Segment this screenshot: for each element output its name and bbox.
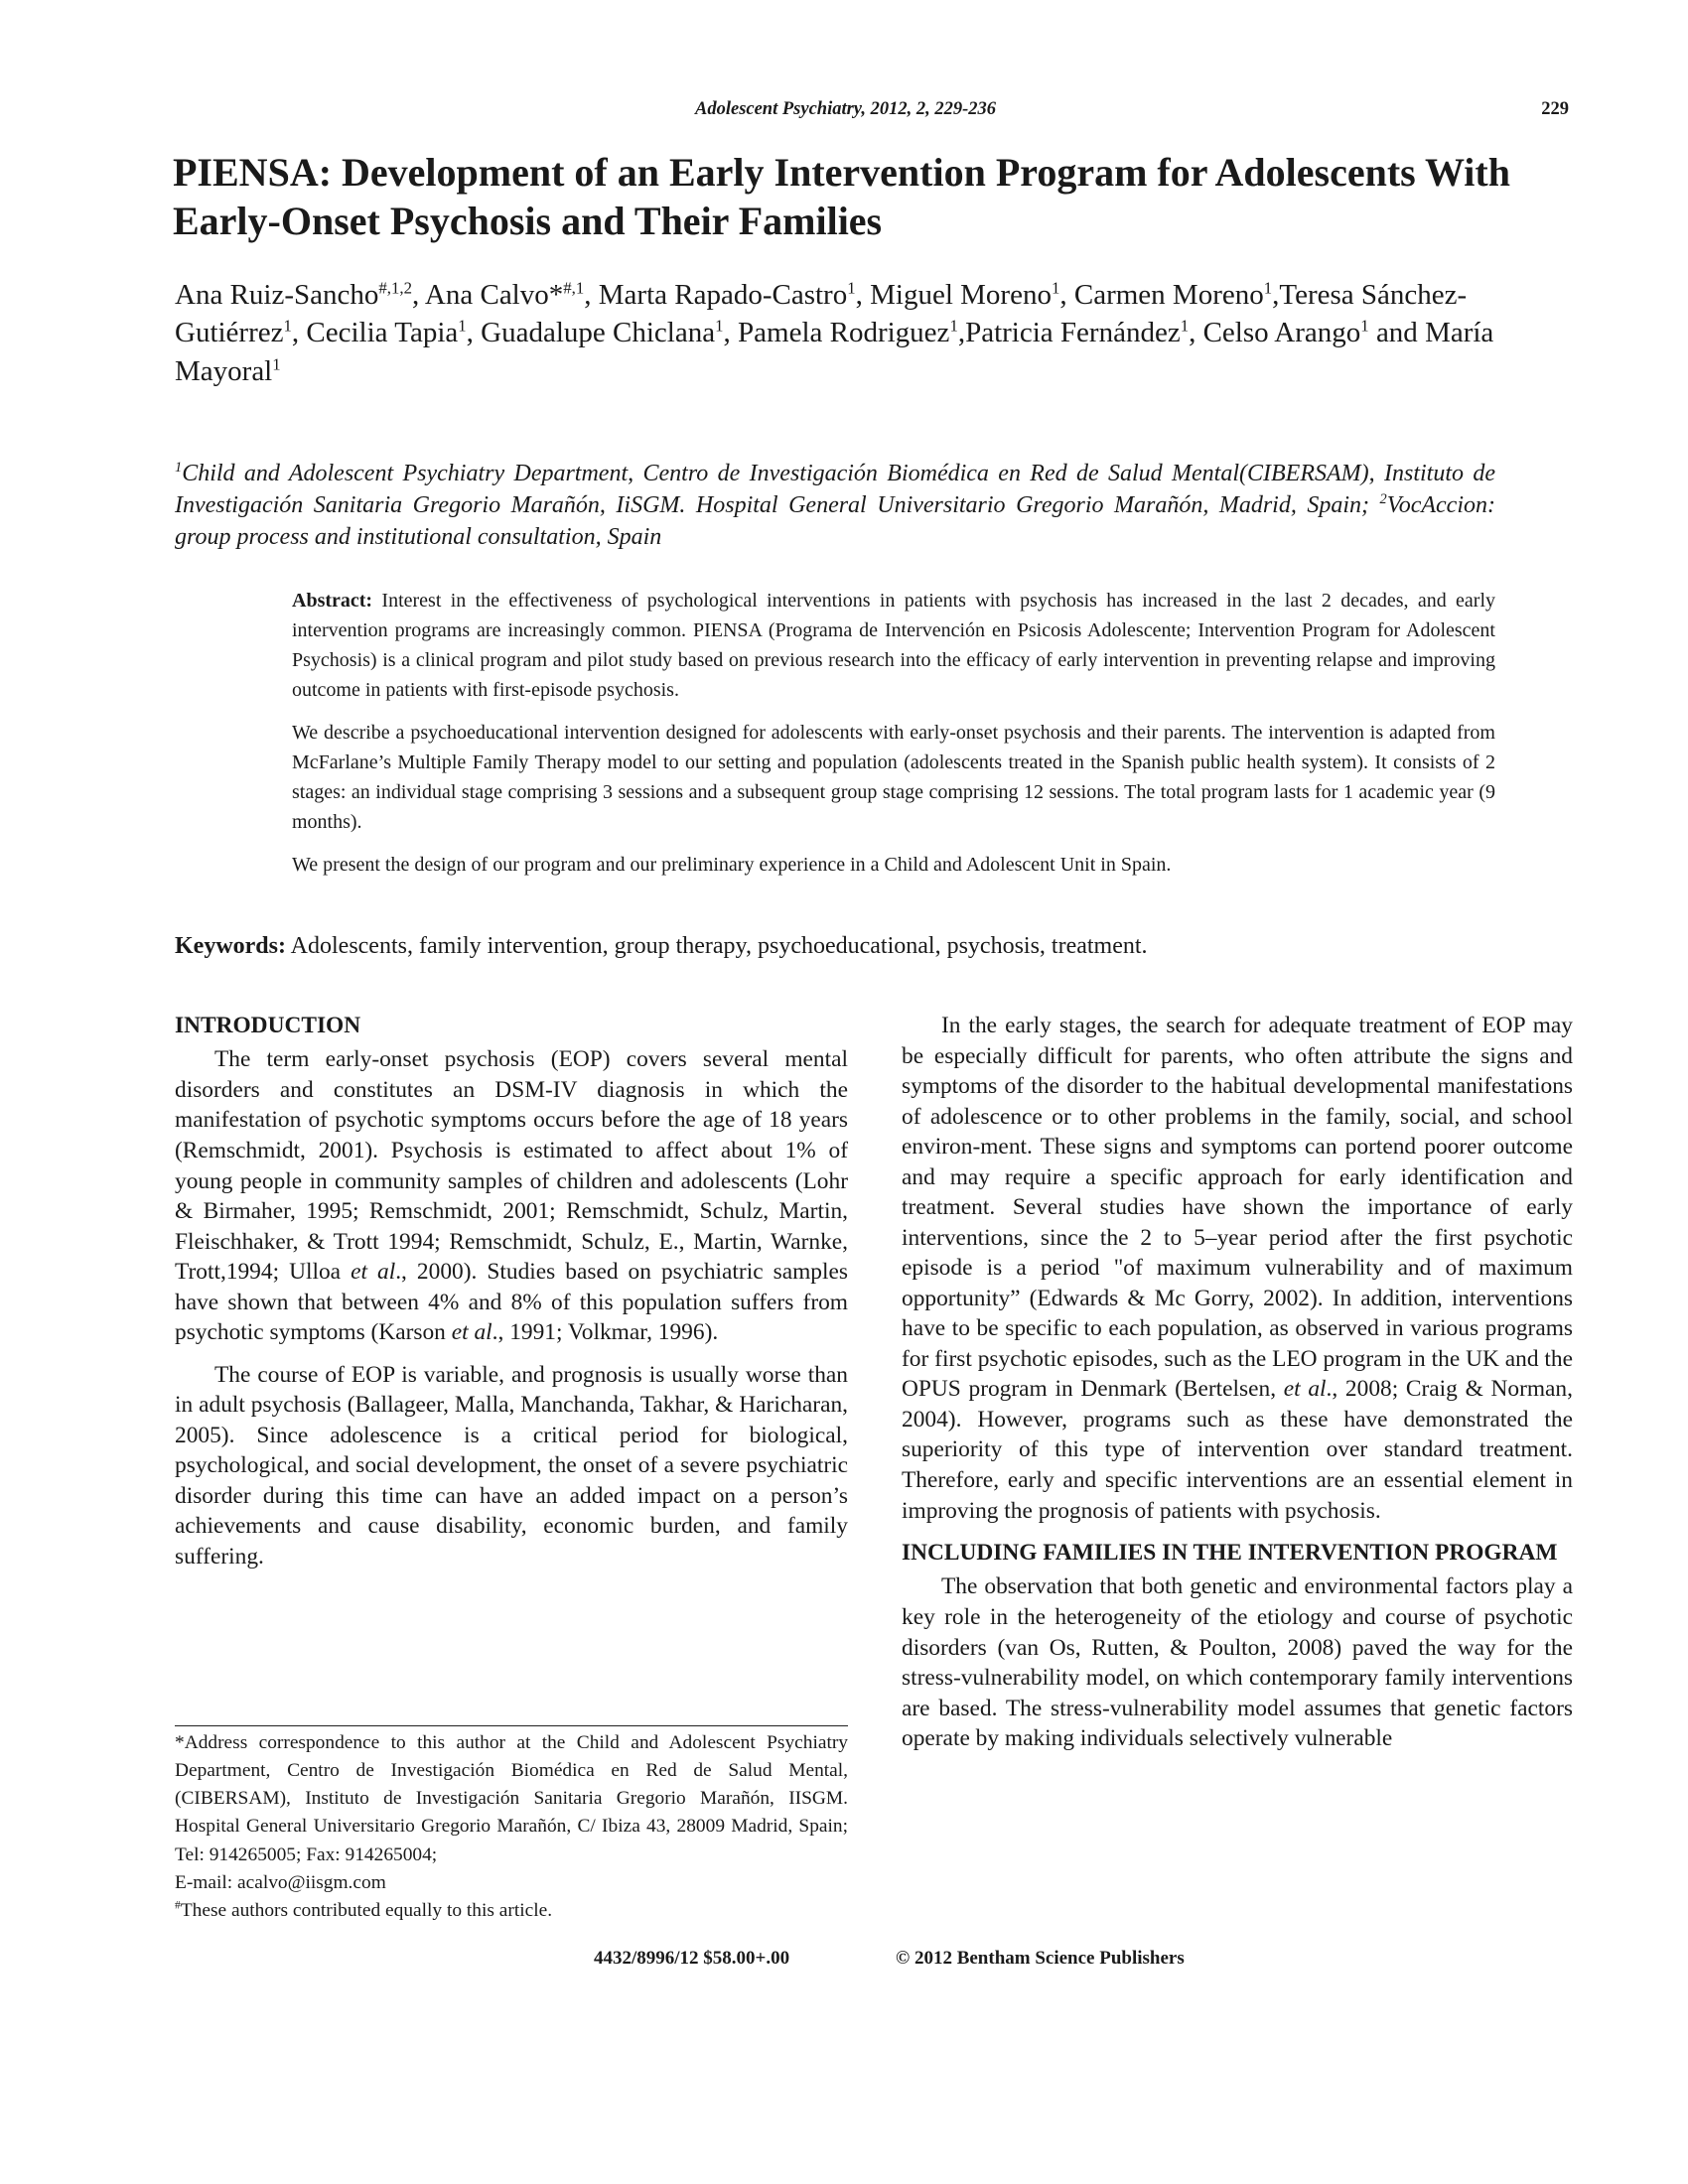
author-separator: , — [412, 279, 425, 311]
author-separator: , — [723, 317, 739, 349]
author-separator: , — [466, 317, 482, 349]
author-separator: , — [1272, 279, 1280, 311]
right-paragraph-1 — [902, 1011, 1573, 1526]
keywords — [175, 933, 1585, 960]
equal-contribution-marker: # — [175, 1898, 181, 1912]
author-affiliation-marker: 1 — [949, 316, 958, 336]
author-name: Guadalupe Chiclana — [481, 317, 716, 349]
author-separator: , — [855, 279, 871, 311]
author-affiliation-marker: #,1,2 — [378, 278, 412, 298]
author-name: Miguel Moreno — [870, 279, 1052, 311]
equal-contribution-text: These authors contributed equally to this article. — [180, 1899, 553, 1921]
author-name: Cecilia Tapia — [306, 317, 459, 349]
intro-text-1b: ., 2000). Studies based on psychiatric samples have shown that between 4% and 8% of this population suffers from psychotic symptoms (Karson — [175, 1259, 848, 1346]
footnote — [175, 1729, 848, 1925]
author-affiliation-marker: #,1 — [563, 278, 585, 298]
left-column — [175, 1011, 848, 1583]
correspondence-email: E-mail: acalvo@iisgm.com — [175, 1871, 386, 1893]
author-affiliation-marker: 1 — [1051, 278, 1060, 298]
author-affiliation-marker: 1 — [283, 316, 292, 336]
running-head — [169, 99, 1569, 129]
author-name: Patricia Fernández — [965, 317, 1181, 349]
keywords-text: Adolescents, family intervention, group therapy, psychoeducational, psychosis, treatment. — [285, 933, 1148, 959]
right-column — [902, 1011, 1573, 1766]
affiliation-1: Child and Adolescent Psychiatry Department, Centro de Investigación Biomédica en Red de Salud Mental(CIBERSAM), Instituto de Investigación Sanitaria Gregorio Marañón, IiSGM. Hospital General Universitario Gregorio Marañón, Madrid, Spain; — [175, 461, 1495, 518]
author-affiliation-marker: 1 — [715, 316, 724, 336]
affiliations — [175, 459, 1495, 554]
abstract-label: Abstract: — [292, 590, 373, 612]
right-text-1a: In the early stages, the search for adequate treatment of EOP may be especially difficult for parents, who often attribute the signs and symptoms of the disorder to the habitual developmental manifestations of adolescence or to other problems in the family, social, and school environ-ment. These signs and symptoms can portend poorer outcome and may require a specific approach for early identification and treatment. Several studies have shown the importance of early interventions, since the 2 to 5–year period after the first psychotic episode is a period "of maximum vulnerability and of maximum opportunity” (Edwards & Mc Gorry, 2002). In addition, interventions have to be specific to each population, as observed in various programs for first psychotic episodes, such as the LEO program in the UK and the OPUS program in Denmark (Bertelsen, — [902, 1013, 1573, 1403]
intro-paragraph-1 — [175, 1044, 848, 1347]
affiliation-marker-1: 1 — [175, 460, 183, 476]
introduction-heading: INTRODUCTION — [175, 1013, 361, 1038]
equal-contribution-note — [175, 1897, 848, 1925]
families-heading: INCLUDING FAMILIES IN THE INTERVENTION PROGRAM — [902, 1540, 1558, 1567]
author-name: Celso Arango — [1202, 317, 1361, 349]
abstract-paragraph-1 — [292, 586, 1495, 705]
author-affiliation-marker: 1 — [458, 316, 467, 336]
footer-code: 4432/8996/12 $58.00+.00 — [594, 1948, 790, 1969]
author-separator: , — [957, 317, 966, 349]
author-name: María Mayoral — [175, 317, 1494, 387]
author-name: Teresa Sánchez-Gutiérrez — [175, 279, 1468, 349]
author-separator: , — [291, 317, 307, 349]
author-separator: , — [1189, 317, 1203, 349]
author-affiliation-marker: 1 — [1263, 278, 1273, 298]
author-affiliation-marker: 1 — [272, 353, 281, 373]
page-number: 229 — [1541, 99, 1569, 119]
abstract — [292, 586, 1495, 892]
author-name: Ana Calvo* — [424, 279, 564, 311]
author-separator: and — [1368, 317, 1426, 349]
correspondence-note: *Address correspondence to this author at the Child and Adolescent Psychiatry Department, Centro de Investigación Biomédica en Red de Salud Mental, (CIBERSAM), Instituto de Investigación Sanitaria Gregorio Marañón, IISGM. Hospital General Universitario Gregorio Marañón, C/ Ibiza 43, 28009 Madrid, Spain; Tel: 914265005; Fax: 914265004; — [175, 1732, 848, 1865]
abstract-paragraph-2: We describe a psychoeducational intervention designed for adolescents with early-onset psychosis and their parents. The intervention is adapted from McFarlane’s Multiple Family Therapy model to our setting and population (adolescents treated in the Spanish public health system). It consists of 2 stages: an individual stage comprising 3 sessions and a subsequent group stage comprising 12 sessions. The total program lasts for 1 academic year (9 months). — [292, 722, 1495, 833]
intro-etal-1: et al — [351, 1259, 396, 1286]
right-paragraph-2: The observation that both genetic and environmental factors play a key role in the heterogeneity of the etiology and course of psychotic disorders (van Os, Rutten, & Poulton, 2008) paved the way for the stress-vulnerability model, on which contemporary family interventions are based. The stress-vulnerability model assumes that genetic factors operate by making individuals selectively vulnerable — [902, 1573, 1573, 1752]
right-text-1b: ., 2008; Craig & Norman, 2004). However, programs such as these have demonstrated the superiority of this type of intervention over standard treatment. Therefore, early and specific interventions are an essential element in improving the prognosis of patients with psychosis. — [902, 1376, 1573, 1524]
article-title: PIENSA: Development of an Early Intervention Program for Adolescents With Early-Onset Psychosis and Their Families — [173, 150, 1510, 243]
journal-citation: Adolescent Psychiatry, 2012, 2, 229-236 — [695, 99, 996, 119]
author-affiliation-marker: 1 — [1180, 316, 1190, 336]
abstract-paragraph-3: We present the design of our program and our preliminary experience in a Child and Adolescent Unit in Spain. — [292, 854, 1172, 876]
author-name: Pamela Rodriguez — [738, 317, 950, 349]
abstract-text-1: Interest in the effectiveness of psychological interventions in patients with psychosis has increased in the last 2 decades, and early intervention programs are increasingly common. PIENSA (Programa de Intervención en Psicosis Adolescente; Intervention Program for Adolescent Psychosis) is a clinical program and pilot study based on previous research into the efficacy of early intervention in preventing relapse and improving outcome in patients with first-episode psychosis. — [292, 590, 1495, 701]
footer-copyright: © 2012 Bentham Science Publishers — [896, 1948, 1185, 1969]
affiliation-2: VocAccion: group process and institutional consultation, Spain — [175, 491, 1495, 550]
author-name: Marta Rapado-Castro — [598, 279, 848, 311]
footnote-rule — [175, 1725, 848, 1726]
author-separator: , — [1059, 279, 1074, 311]
author-affiliation-marker: 1 — [1360, 316, 1369, 336]
intro-paragraph-2: The course of EOP is variable, and prognosis is usually worse than in adult psychosis (Ballageer, Malla, Manchanda, Takhar, & Haricharan, 2005). Since adolescence is a critical period for biological, psychological, and social development, the onset of a severe psychiatric disorder during this time can have an added impact on a person’s achievements and cause disability, economic burden, and family suffering. — [175, 1361, 848, 1570]
intro-text-1a: The term early-onset psychosis (EOP) covers several mental disorders and constitutes an DSM-IV diagnosis in which the manifestation of psychotic symptoms occurs before the age of 18 years (Remschmidt, 2001). Psychosis is estimated to affect about 1% of young people in community samples of children and adolescents (Lohr & Birmaher, 1995; Remschmidt, 2001; Remschmidt, Schulz, Martin, Fleischhaker, & Trott 1994; Remschmidt, Schulz, E., Martin, Warnke, Trott,1994; Ulloa — [175, 1046, 848, 1286]
intro-etal-2: et al — [451, 1319, 492, 1346]
author-separator: , — [584, 279, 599, 311]
author-list — [175, 276, 1565, 390]
right-etal: et al — [1283, 1376, 1327, 1403]
keywords-label: Keywords: — [175, 933, 286, 959]
intro-text-1c: ., 1991; Volkmar, 1996). — [492, 1319, 719, 1346]
author-name: Ana Ruiz-Sancho — [175, 279, 379, 311]
author-affiliation-marker: 1 — [847, 278, 856, 298]
author-name: Carmen Moreno — [1073, 279, 1264, 311]
affiliation-marker-2: 2 — [1379, 490, 1387, 507]
